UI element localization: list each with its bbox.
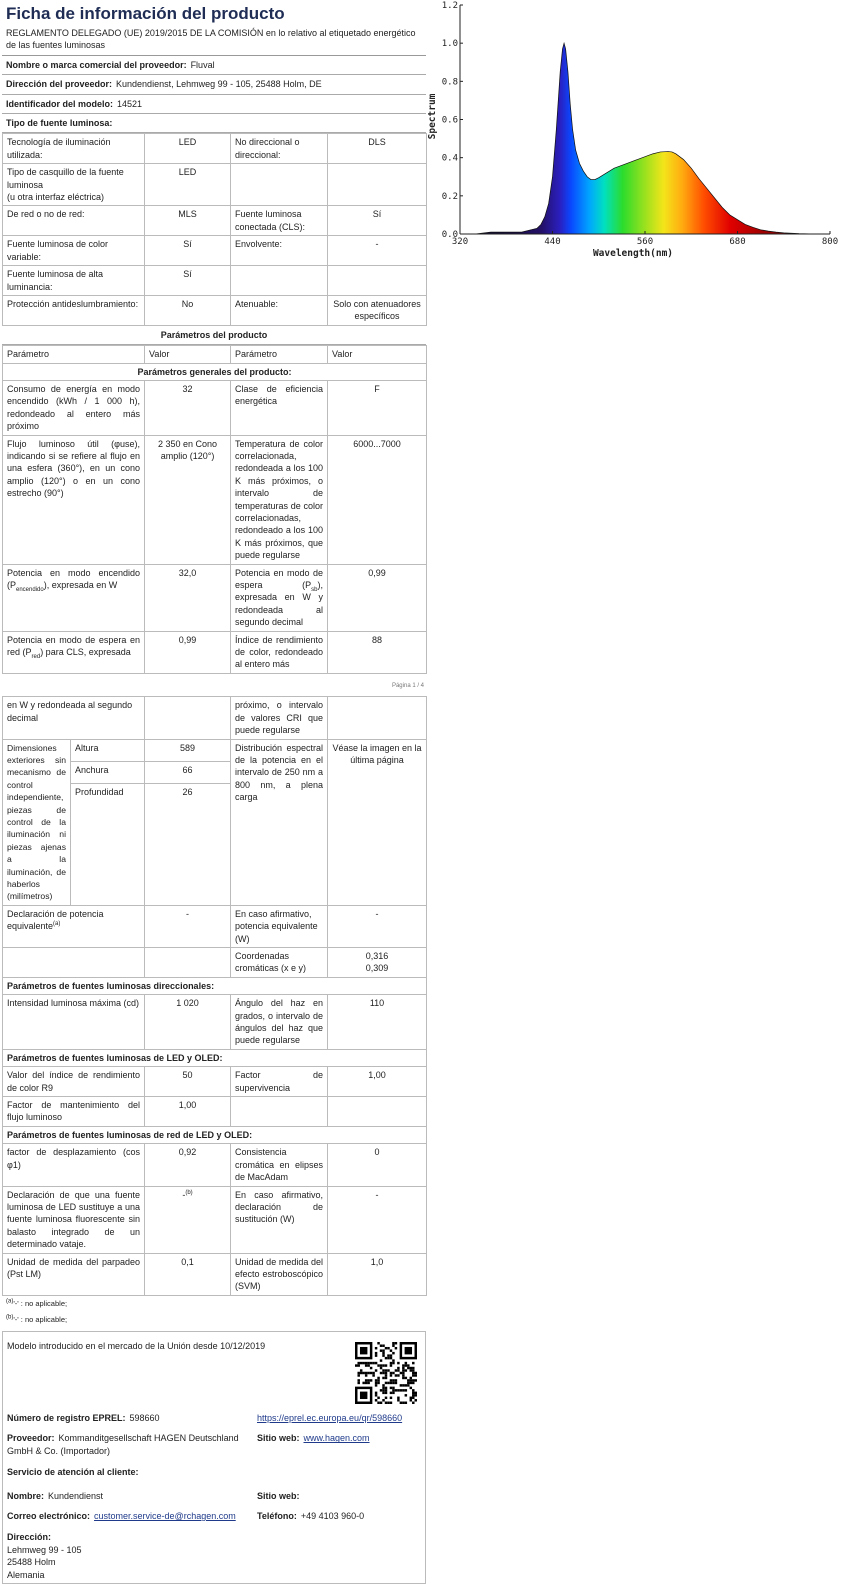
spectrum-chart-svg [426, 0, 841, 262]
product-information-sheet [2, 0, 426, 1584]
address-line: 25488 Holm [7, 1557, 56, 1568]
col-header-value-1: Valor [145, 346, 231, 363]
table-row [3, 1097, 427, 1127]
value-cell: 50 [145, 1067, 231, 1097]
supplier-name-value: Fluval [190, 59, 215, 70]
param-cell: Factor de supervivencia [231, 1067, 328, 1097]
dimension-name: Profundidad [71, 783, 145, 905]
value-cell: 1,00 [145, 1097, 231, 1127]
y-tick-label: 0.6 [441, 115, 458, 126]
table-row [3, 697, 427, 739]
param-cell [3, 905, 145, 947]
x-tick-label: 680 [729, 237, 746, 247]
param-text: Potencia en modo encendido (P [7, 567, 140, 591]
table-row [3, 631, 427, 673]
table-row [3, 435, 427, 564]
value-cell: LED [145, 164, 231, 206]
param-cell: Ángulo del haz en grados, o intervalo de ángulos del haz que puede regularse [231, 995, 328, 1050]
param-text: ) para CLS, expresada [40, 647, 131, 658]
value-cell: 0,92 [145, 1144, 231, 1186]
value-text: - [182, 1189, 186, 1200]
supplier-label: Proveedor: [7, 1433, 55, 1444]
footnote-mark: (b) [6, 1314, 14, 1321]
param-cell [231, 164, 328, 206]
table-row [3, 905, 427, 947]
dimension-name: Anchura [71, 761, 145, 783]
table-row [3, 295, 427, 325]
market-date: Modelo introducido en el mercado de la Unión desde 10/12/2019 [7, 1340, 266, 1351]
value-cell: Sí [145, 266, 231, 296]
param-cell: Fuente luminosa conectada (CLS): [231, 206, 328, 236]
param-cell [231, 564, 328, 631]
website-label: Sitio web: [257, 1433, 300, 1444]
value-cell: 1,00 [328, 1067, 427, 1097]
param-cell [3, 564, 145, 631]
param-text: Declaración de potencia equivalente [7, 908, 104, 932]
light-source-type-heading: Tipo de fuente luminosa: [2, 114, 426, 133]
value-cell [145, 697, 231, 739]
y-axis-label: Spectrum [427, 93, 438, 140]
contact-name-value: Kundendienst [48, 1490, 104, 1501]
x-tick-label: 800 [821, 237, 839, 247]
y-tick-label: 1.2 [441, 1, 458, 11]
param-cell: Distribución espectral de la potencia en el intervalo de 250 nm a 800 nm, a plena carga [231, 739, 328, 905]
table-row [3, 236, 427, 266]
param-cell [231, 1097, 328, 1127]
param-cell: Atenuable: [231, 295, 328, 325]
dimensions-row [3, 739, 427, 761]
dimensions-label: Dimensiones exteriores sin mecanismo de control independiente, piezas de control de la iluminación ni piezas ajenas a la iluminación, de haberlos (milímetros) [3, 739, 71, 905]
y-tick-label: 1.0 [441, 39, 458, 50]
model-id-label: Identificador del modelo: [6, 98, 114, 109]
eprel-link[interactable]: https://eprel.ec.europa.eu/qr/598660 [257, 1412, 403, 1423]
product-params-table [2, 345, 427, 674]
value-cell: 0,99 [328, 564, 427, 631]
param-cell [231, 266, 328, 296]
param-cell: Intensidad luminosa máxima (cd) [3, 995, 145, 1050]
param-cell: Flujo luminoso útil (φuse), indicando si se refiere al flujo en una esfera (360°), en un cono amplio (120°) o en un cono estrecho (90°) [3, 435, 145, 564]
param-cell: Fuente luminosa de color variable: [3, 236, 145, 266]
value-cell: 110 [328, 995, 427, 1050]
supplier-address-row [2, 75, 426, 94]
param-cell: Temperatura de color correlacionada, redondeada a los 100 K más próximos, o intervalo de temperaturas de color correlacionadas, redondeado a los 100 K más próximos, que puede regularse [231, 435, 328, 564]
param-subscript: encendido [16, 586, 44, 593]
param-cell: Coordenadas cromáticas (x e y) [231, 948, 328, 978]
param-cell: Clase de eficiencia energética [231, 380, 328, 435]
table-row [3, 995, 427, 1050]
col-header-param-2: Parámetro [231, 346, 328, 363]
dimension-name: Altura [71, 739, 145, 761]
param-cell: Unidad de medida del efecto estroboscópico (SVM) [231, 1253, 328, 1295]
table-row [3, 1067, 427, 1097]
footnote-mark: (b) [185, 1189, 193, 1196]
led-params-heading: Parámetros de fuentes luminosas de LED y OLED: [3, 1049, 427, 1066]
spectrum-area [460, 43, 830, 234]
param-cell: Fuente luminosa de alta luminancia: [3, 266, 145, 296]
param-cell: Índice de rendimiento de color, redondeado al entero más [231, 631, 328, 673]
footnote-a [2, 1296, 426, 1312]
x-tick-label: 440 [544, 237, 561, 247]
table-row [3, 1186, 427, 1253]
y-tick-label: 0.0 [441, 230, 458, 240]
product-params-heading: Parámetros del producto [2, 326, 426, 345]
value-cell: DLS [328, 134, 427, 164]
table-row [3, 1144, 427, 1186]
param-cell: De red o no de red: [3, 206, 145, 236]
footnote-mark: (a) [6, 1298, 14, 1305]
value-cell: - [328, 905, 427, 947]
param-cell: próximo, o intervalo de valores CRI que puede regularse [231, 697, 328, 739]
value-cell [328, 1097, 427, 1127]
param-cell [3, 948, 145, 978]
param-cell: No direccional o direccional: [231, 134, 328, 164]
spectrum-chart [426, 0, 841, 262]
value-cell: Sí [328, 206, 427, 236]
param-cell: en W y redondeada al segundo decimal [3, 697, 145, 739]
value-cell: LED [145, 134, 231, 164]
value-cell [328, 948, 427, 978]
address-block [3, 1544, 425, 1583]
param-text: ), expresada en W y redondeada al segundo decimal [235, 580, 323, 628]
supplier-name-label: Nombre o marca comercial del proveedor: [6, 59, 187, 70]
column-header-row [3, 346, 427, 363]
param-cell: Tipo de casquillo de la fuente luminosa (u otra interfaz eléctrica) [3, 164, 145, 206]
value-cell: MLS [145, 206, 231, 236]
directional-params-heading: Parámetros de fuentes luminosas direccionales: [3, 977, 427, 994]
contact-email-row [3, 1505, 425, 1525]
address-line: Alemania [7, 1569, 45, 1580]
table-row [3, 380, 427, 435]
value-cell: Solo con atenuadores específicos [328, 295, 427, 325]
dimension-value: 26 [145, 783, 231, 905]
col-header-value-2: Valor [328, 346, 427, 363]
phone-label: Teléfono: [257, 1511, 297, 1521]
table-row [3, 1253, 427, 1295]
eprel-box [2, 1331, 426, 1584]
qr-code[interactable] [355, 1342, 417, 1404]
address-label: Dirección: [7, 1532, 52, 1543]
phone-value: +49 4103 960-0 [300, 1511, 365, 1521]
customer-service-heading: Servicio de atención al cliente: [7, 1467, 139, 1478]
param-cell: Envolvente: [231, 236, 328, 266]
value-cell: F [328, 380, 427, 435]
value-cell: 1,0 [328, 1253, 427, 1295]
value-cell [145, 1186, 231, 1253]
value-cell: Véase la imagen en la última página [328, 739, 427, 905]
param-cell: Consistencia cromática en elipses de MacAdam [231, 1144, 328, 1186]
value-cell: 32,0 [145, 564, 231, 631]
param-text: Potencia en modo de espera en red (P [7, 634, 140, 658]
param-cell: En caso afirmativo, potencia equivalente (W) [231, 905, 328, 947]
light-source-type-table [2, 133, 427, 325]
regulation-text: REGLAMENTO DELEGADO (UE) 2019/2015 DE LA COMISIÓN en lo relativo al etiquetado energético de las fuentes luminosas [2, 26, 426, 56]
page-title: Ficha de información del producto [6, 4, 285, 23]
table-row [3, 164, 427, 206]
product-params-table-continued [2, 696, 427, 1295]
param-text: ), expresada en W [43, 580, 118, 591]
footnote-text: '-' : no aplicable; [13, 1315, 68, 1325]
mains-led-params-heading: Parámetros de fuentes luminosas de red de LED y OLED: [3, 1126, 427, 1143]
table-row [3, 206, 427, 236]
model-id-value: 14521 [117, 98, 143, 109]
param-cell: Valor del índice de rendimiento de color R9 [3, 1067, 145, 1097]
y-tick-label: 0.4 [441, 153, 458, 164]
x-tick-label: 320 [451, 237, 469, 247]
registration-row [3, 1409, 425, 1427]
value-cell: 0 [328, 1144, 427, 1186]
chroma-y: 0,309 [365, 963, 389, 974]
table-row [3, 564, 427, 631]
param-cell: En caso afirmativo, declaración de sustitución (W) [231, 1186, 328, 1253]
param-cell: Unidad de medida del parpadeo (Pst LM) [3, 1253, 145, 1295]
table-row [3, 266, 427, 296]
value-cell: No [145, 295, 231, 325]
website-link[interactable]: www.hagen.com [303, 1433, 370, 1444]
dimension-value: 589 [145, 739, 231, 761]
x-axis-label: Wavelength(nm) [592, 248, 674, 259]
value-cell: 1 020 [145, 995, 231, 1050]
table-row [3, 134, 427, 164]
value-cell: - [328, 1186, 427, 1253]
y-tick-label: 0.2 [441, 191, 458, 202]
general-params-heading: Parámetros generales del producto: [3, 363, 427, 380]
value-cell: 0,1 [145, 1253, 231, 1295]
value-cell [328, 697, 427, 739]
x-tick-label: 560 [636, 237, 654, 247]
footnote-b [2, 1312, 426, 1330]
footnote-mark: (a) [53, 921, 61, 928]
registration-value: 598660 [129, 1412, 160, 1423]
param-cell: Declaración de que una fuente luminosa de LED sustituye a una fuente luminosa fluorescente sin balasto integrado de un determinado vataje. [3, 1186, 145, 1253]
table-row [3, 948, 427, 978]
website2-label: Sitio web: [257, 1490, 300, 1501]
col-header-param-1: Parámetro [3, 346, 145, 363]
value-cell [328, 266, 427, 296]
address-line: Lehmweg 99 - 105 [7, 1544, 82, 1555]
value-cell: 32 [145, 380, 231, 435]
email-link[interactable]: customer.service-de@rchagen.com [94, 1511, 236, 1521]
value-cell [145, 948, 231, 978]
value-cell: 6000...7000 [328, 435, 427, 564]
supplier-address-value: Kundendienst, Lehmweg 99 - 105, 25488 Holm, DE [116, 79, 322, 90]
param-cell: factor de desplazamiento (cos φ1) [3, 1144, 145, 1186]
value-cell: - [145, 905, 231, 947]
footnote-text: '-' : no aplicable; [13, 1298, 68, 1308]
supplier-value: Kommanditgesellschaft HAGEN Deutschland GmbH & Co. (Importador) [7, 1433, 239, 1456]
supplier-name-row [2, 56, 426, 75]
param-cell: Tecnología de iluminación utilizada: [3, 134, 145, 164]
supplier-row [3, 1427, 425, 1460]
page-number: Página 1 / 4 [391, 682, 424, 689]
param-cell: Factor de mantenimiento del flujo luminoso [3, 1097, 145, 1127]
param-cell [3, 631, 145, 673]
param-subscript: red [31, 653, 41, 660]
supplier-address-label: Dirección del proveedor: [6, 79, 113, 90]
value-cell: - [328, 236, 427, 266]
y-tick-label: 0.8 [441, 77, 458, 88]
param-text: Potencia en modo de espera (P [235, 567, 323, 591]
param-cell: Consumo de energía en modo encendido (kWh / 1 000 h), redondeado al entero más próximo [3, 380, 145, 435]
param-subscript: sb [311, 586, 318, 593]
chroma-x: 0,316 [365, 951, 389, 961]
param-cell: Protección antideslumbramiento: [3, 295, 145, 325]
email-label: Correo electrónico: [7, 1511, 91, 1521]
dimension-value: 66 [145, 761, 231, 783]
contact-name-row [3, 1482, 425, 1505]
value-cell: Sí [145, 236, 231, 266]
registration-label: Número de registro EPREL: [7, 1412, 126, 1423]
contact-name-label: Nombre: [7, 1490, 45, 1501]
value-cell: 88 [328, 631, 427, 673]
value-cell: 2 350 en Cono amplio (120°) [145, 435, 231, 564]
model-id-row [2, 95, 426, 114]
value-cell: 0,99 [145, 631, 231, 673]
value-cell [328, 164, 427, 206]
